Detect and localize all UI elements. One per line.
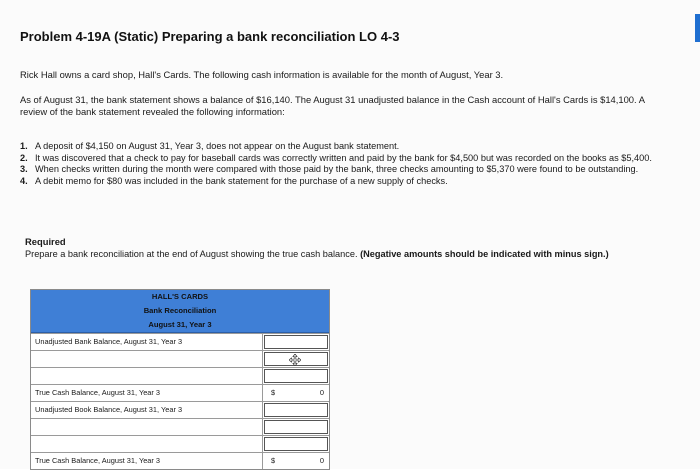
statement-paragraph: As of August 31, the bank statement shows a balance of $16,140. The August 31 unadjusted balance in the Cash account of Hall's Cards is $14,100. A review of the bank statement revealed the following information: bbox=[20, 94, 645, 117]
list-item: 2. It was discovered that a check to pay for baseball cards was correctly written and paid by the bank for $4,500 but was recorded on the books as $5,400. bbox=[20, 152, 652, 163]
table-row bbox=[31, 350, 329, 367]
book-adjustment-label-input[interactable] bbox=[31, 419, 263, 435]
book-adjustment-label-input[interactable] bbox=[31, 436, 263, 452]
bank-adjustment-amount-input[interactable] bbox=[264, 369, 328, 383]
table-row bbox=[31, 384, 329, 401]
statement-name: Bank Reconciliation bbox=[143, 306, 217, 315]
bank-adjustment-amount-input[interactable] bbox=[264, 352, 328, 366]
move-cursor-icon bbox=[289, 354, 301, 366]
unadjusted-book-balance-label: Unadjusted Book Balance, August 31, Year 3 bbox=[31, 402, 263, 418]
true-cash-balance-label: True Cash Balance, August 31, Year 3 bbox=[31, 385, 263, 401]
book-adjustment-amount-input[interactable] bbox=[264, 437, 328, 451]
bank-adjustment-label-input[interactable] bbox=[31, 368, 263, 384]
table-row bbox=[31, 367, 329, 384]
table-row bbox=[31, 418, 329, 435]
company-name: HALL'S CARDS bbox=[151, 292, 209, 301]
bank-adjustment-label-input[interactable] bbox=[31, 351, 263, 367]
table-header bbox=[31, 290, 329, 333]
table-row bbox=[31, 401, 329, 418]
info-list bbox=[20, 141, 670, 187]
scroll-accent-bar bbox=[695, 14, 700, 42]
table-row bbox=[31, 435, 329, 452]
table-row bbox=[31, 333, 329, 350]
true-cash-balance-value: $ 0 bbox=[271, 456, 324, 465]
unadjusted-bank-balance-label: Unadjusted Bank Balance, August 31, Year 3 bbox=[31, 334, 263, 350]
true-cash-balance-label: True Cash Balance, August 31, Year 3 bbox=[31, 453, 263, 469]
required-heading: Required bbox=[25, 236, 66, 247]
list-item: 3. When checks written during the month were compared with those paid by the bank, three checks amounting to $5,370 were found to be outstanding. bbox=[20, 164, 639, 174]
required-text: Prepare a bank reconciliation at the end of August showing the true cash balance. (Negative amounts should be indicated with minus sign.) bbox=[25, 249, 609, 259]
unadjusted-book-balance-input[interactable] bbox=[264, 403, 328, 417]
bank-reconciliation-table bbox=[30, 289, 330, 470]
statement-date: August 31, Year 3 bbox=[148, 320, 212, 329]
problem-title: Problem 4-19A (Static) Preparing a bank reconciliation LO 4-3 bbox=[20, 29, 400, 44]
true-cash-balance-value: $ 0 bbox=[271, 388, 324, 397]
list-item: 4. A debit memo for $80 was included in the bank statement for the purchase of a new supply of checks. bbox=[20, 175, 448, 186]
unadjusted-bank-balance-input[interactable] bbox=[264, 335, 328, 349]
list-item: 1. A deposit of $4,150 on August 31, Year 3, does not appear on the August bank statement. bbox=[20, 141, 400, 151]
book-adjustment-amount-input[interactable] bbox=[264, 420, 328, 434]
intro-paragraph: Rick Hall owns a card shop, Hall's Cards. The following cash information is available for the month of August, Year 3. bbox=[20, 69, 504, 80]
table-row bbox=[31, 452, 329, 469]
